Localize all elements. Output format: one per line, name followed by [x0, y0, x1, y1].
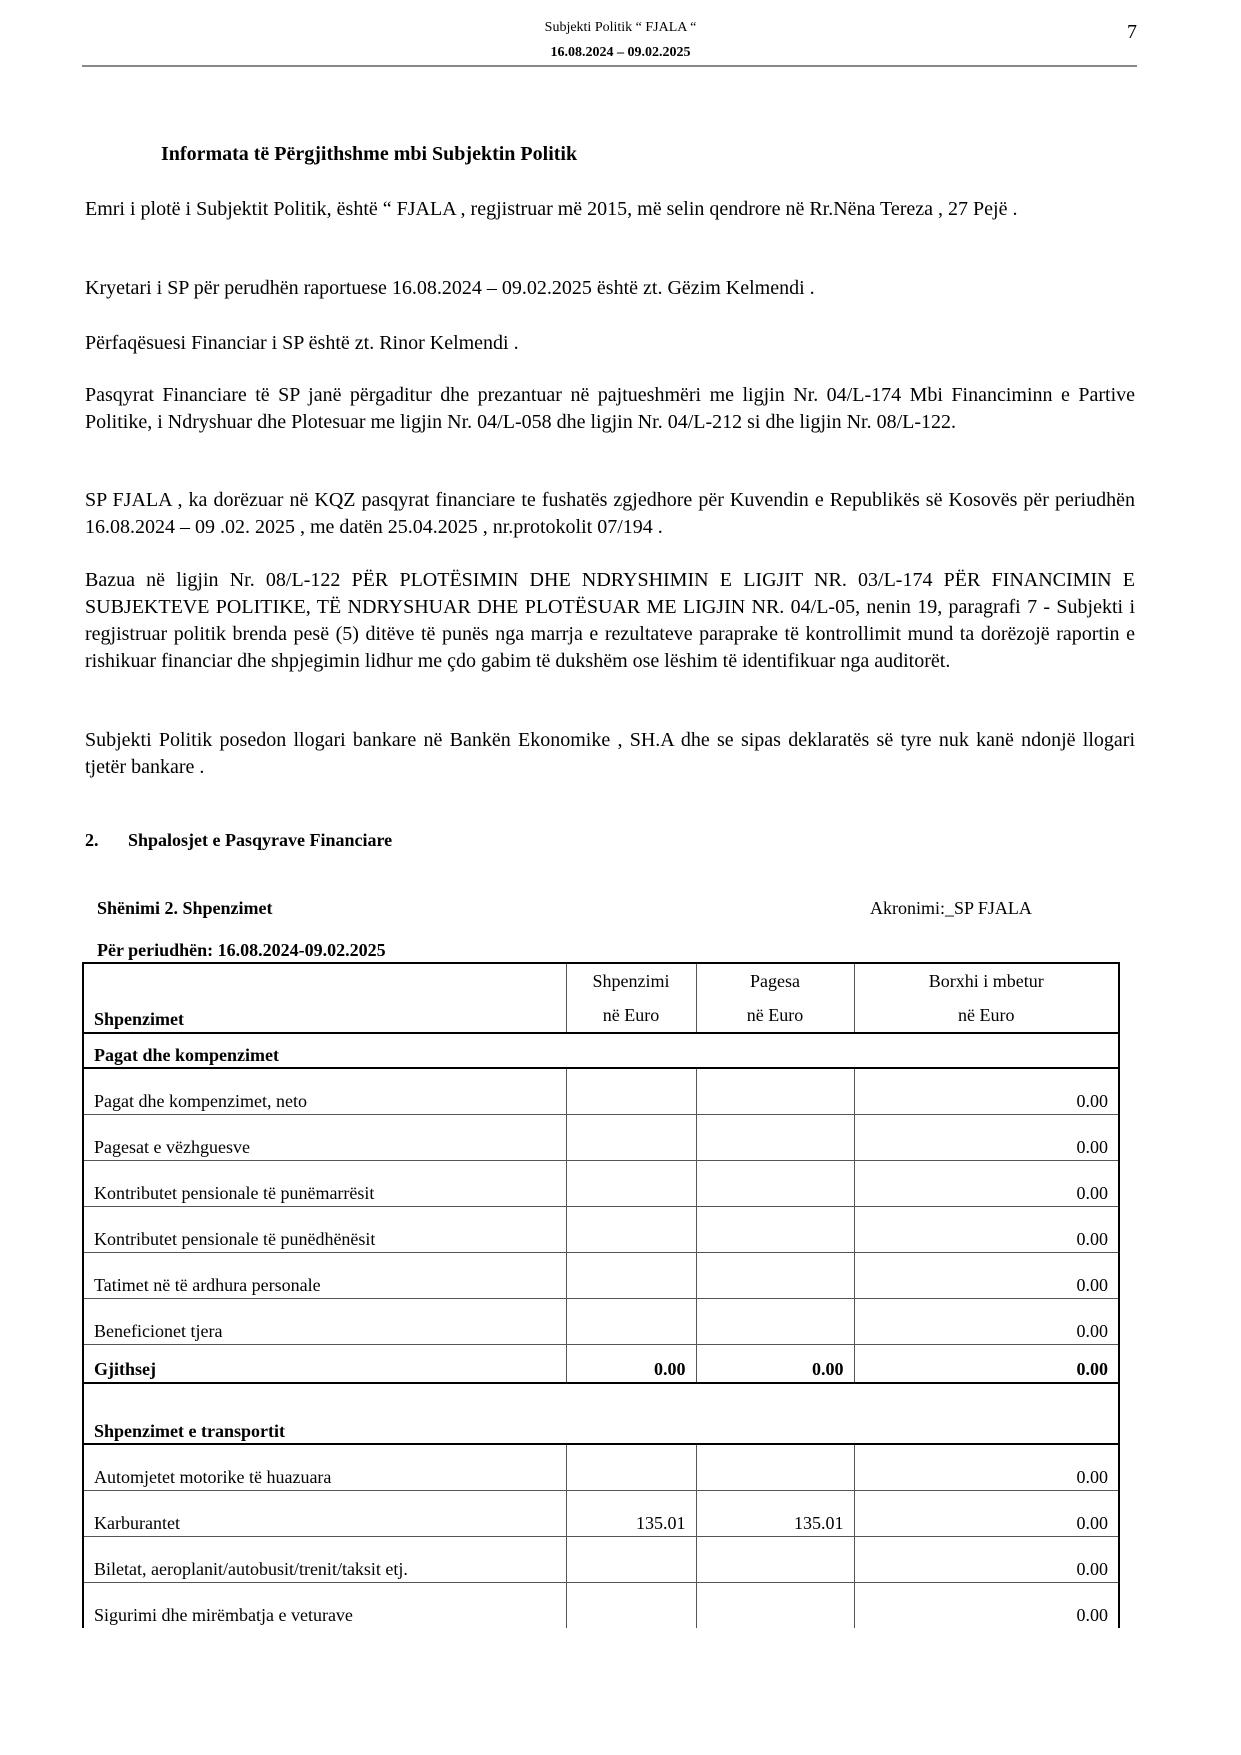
- row-debt: 0.00: [854, 1583, 1119, 1629]
- paragraph-submission: SP FJALA , ka dorëzuar në KQZ pasqyrat financiare te fushatës zgjedhore për Kuvendin e Republikës së Kosovës për periudhën 16.08.2024 – 09 .02. 2025 , me datën 25.04.2025 , nr.protokolit 07/194 .: [85, 489, 1135, 538]
- row-label: Karburantet: [83, 1491, 566, 1537]
- table-row: [83, 1583, 1119, 1629]
- row-payment: [696, 1537, 854, 1583]
- row-payment: [696, 1161, 854, 1207]
- paragraph-review-law: Bazua në ligjin Nr. 08/L-122 PËR PLOTËSIMIN DHE NDRYSHIMIN E LIGJIT NR. 03/L-174 PËR FINANCIMIN E SUBJEKTEVE POLITIKE, TË NDRYSHUAR DHE PLOTËSUAR ME LIGJIN NR. 04/L-05, nenin 19, paragrafi 7 - Subjekti i regjistruar politik brenda pesë (5) ditëve të punës nga marrja e rezultateve paraprake të kontrollimit mund ta dorëzojë raportin e rishikuar financiar dhe shpjegimin lidhur me çdo gabim të dukshëm ose lëshim të identifikuar nga auditorët.: [85, 569, 1135, 672]
- row-label: Kontributet pensionale të punëmarrësit: [83, 1161, 566, 1207]
- total-payment: 0.00: [696, 1345, 854, 1384]
- row-label: Sigurimi dhe mirëmbatja e veturave: [83, 1583, 566, 1629]
- row-expense: [566, 1161, 696, 1207]
- table-row: [83, 1299, 1119, 1345]
- col-header-payment-line2: në Euro: [746, 1005, 804, 1025]
- row-payment: [696, 1299, 854, 1345]
- row-payment: [696, 1068, 854, 1115]
- total-debt: 0.00: [854, 1345, 1119, 1384]
- paragraph-legal-basis: Pasqyrat Financiare të SP janë përgaditur dhe prezantuar në pajtueshmëri me ligjin Nr. 04/L-174 Mbi Financiminn e Partive Politike, i Ndryshuar dhe Plotesuar me ligjin Nr. 04/L-058 dhe ligjin Nr. 04/L-212 si dhe ligjin Nr. 08/L-122.: [85, 384, 1135, 433]
- section-number: 2.: [85, 830, 99, 850]
- table-row: [83, 1253, 1119, 1299]
- row-label: Kontributet pensionale të punëdhënësit: [83, 1207, 566, 1253]
- running-header-title: Subjekti Politik “ FJALA “: [544, 20, 697, 35]
- col-header-debt: [854, 963, 1119, 1033]
- col-header-payment: [696, 963, 854, 1033]
- table-row: [83, 1491, 1119, 1537]
- row-debt: 0.00: [854, 1491, 1119, 1537]
- row-debt: 0.00: [854, 1161, 1119, 1207]
- row-payment: [696, 1583, 854, 1629]
- col-header-label: Shpenzimet: [83, 963, 566, 1033]
- period-label: Për periudhën: 16.08.2024-09.02.2025: [97, 940, 386, 960]
- table-row: [83, 1207, 1119, 1253]
- row-expense: [566, 1207, 696, 1253]
- acronym-label: Akronimi:_SP FJALA: [870, 898, 1032, 918]
- col-header-expense: [566, 963, 696, 1033]
- paragraph-financial-rep: Përfaqësuesi Financiar i SP është zt. Rinor Kelmendi .: [85, 332, 519, 354]
- row-debt: 0.00: [854, 1115, 1119, 1161]
- row-payment: [696, 1444, 854, 1491]
- page-number: 7: [1127, 21, 1137, 43]
- row-debt: 0.00: [854, 1299, 1119, 1345]
- col-header-debt-line1: Borxhi i mbetur: [928, 971, 1044, 991]
- paragraph-bank-account: Subjekti Politik posedon llogari bankare në Bankën Ekonomike , SH.A dhe se sipas deklaratës së tyre nuk kanë ndonjë llogari tjetër bankare .: [85, 729, 1135, 778]
- total-expense: 0.00: [566, 1345, 696, 1384]
- section-title-transport: Shpenzimet e transportit: [83, 1383, 1119, 1444]
- general-info-heading: Informata të Përgjithshme mbi Subjektin Politik: [161, 143, 578, 165]
- section-title-salaries: Pagat dhe kompenzimet: [83, 1033, 1119, 1068]
- table-header-row: [83, 963, 1119, 1033]
- col-header-expense-line1: Shpenzimi: [592, 971, 670, 991]
- row-label: Tatimet në të ardhura personale: [83, 1253, 566, 1299]
- table-row: [83, 1537, 1119, 1583]
- total-row: [83, 1345, 1119, 1384]
- paragraph-full-name: Emri i plotë i Subjektit Politik, është “ FJALA , regjistruar më 2015, më selin qendrore në Rr.Nëna Tereza , 27 Pejë .: [85, 198, 1018, 220]
- expenses-table: [82, 962, 1120, 1628]
- row-payment: 135.01: [696, 1491, 854, 1537]
- row-label: Pagesat e vëzhguesve: [83, 1115, 566, 1161]
- row-expense: [566, 1068, 696, 1115]
- header-divider: [82, 65, 1137, 67]
- row-expense: [566, 1583, 696, 1629]
- row-debt: 0.00: [854, 1207, 1119, 1253]
- section-row: [83, 1383, 1119, 1444]
- paragraph-chairman: Kryetari i SP për perudhën raportuese 16.08.2024 – 09.02.2025 është zt. Gëzim Kelmendi .: [85, 277, 815, 299]
- row-label: Pagat dhe kompenzimet, neto: [83, 1068, 566, 1115]
- section-row: [83, 1033, 1119, 1068]
- row-payment: [696, 1207, 854, 1253]
- row-expense: [566, 1299, 696, 1345]
- row-expense: 135.01: [566, 1491, 696, 1537]
- table-row: [83, 1115, 1119, 1161]
- row-label: Automjetet motorike të huazuara: [83, 1444, 566, 1491]
- row-payment: [696, 1115, 854, 1161]
- row-debt: 0.00: [854, 1068, 1119, 1115]
- table-row: [83, 1161, 1119, 1207]
- col-header-debt-line2: në Euro: [958, 1005, 1015, 1025]
- section-heading: [85, 830, 392, 851]
- col-header-payment-line1: Pagesa: [750, 971, 800, 991]
- table-row: [83, 1444, 1119, 1491]
- row-debt: 0.00: [854, 1253, 1119, 1299]
- note-title: Shënimi 2. Shpenzimet: [97, 898, 273, 918]
- row-expense: [566, 1537, 696, 1583]
- row-expense: [566, 1444, 696, 1491]
- total-label: Gjithsej: [83, 1345, 566, 1384]
- row-debt: 0.00: [854, 1444, 1119, 1491]
- section-title: Shpalosjet e Pasqyrave Financiare: [128, 830, 393, 850]
- row-expense: [566, 1253, 696, 1299]
- row-label: Beneficionet tjera: [83, 1299, 566, 1345]
- table-row: [83, 1068, 1119, 1115]
- row-expense: [566, 1115, 696, 1161]
- col-header-expense-line2: në Euro: [602, 1005, 660, 1025]
- running-header-period: 16.08.2024 – 09.02.2025: [550, 45, 691, 60]
- row-debt: 0.00: [854, 1537, 1119, 1583]
- row-label: Biletat, aeroplanit/autobusit/trenit/taksit etj.: [83, 1537, 566, 1583]
- row-payment: [696, 1253, 854, 1299]
